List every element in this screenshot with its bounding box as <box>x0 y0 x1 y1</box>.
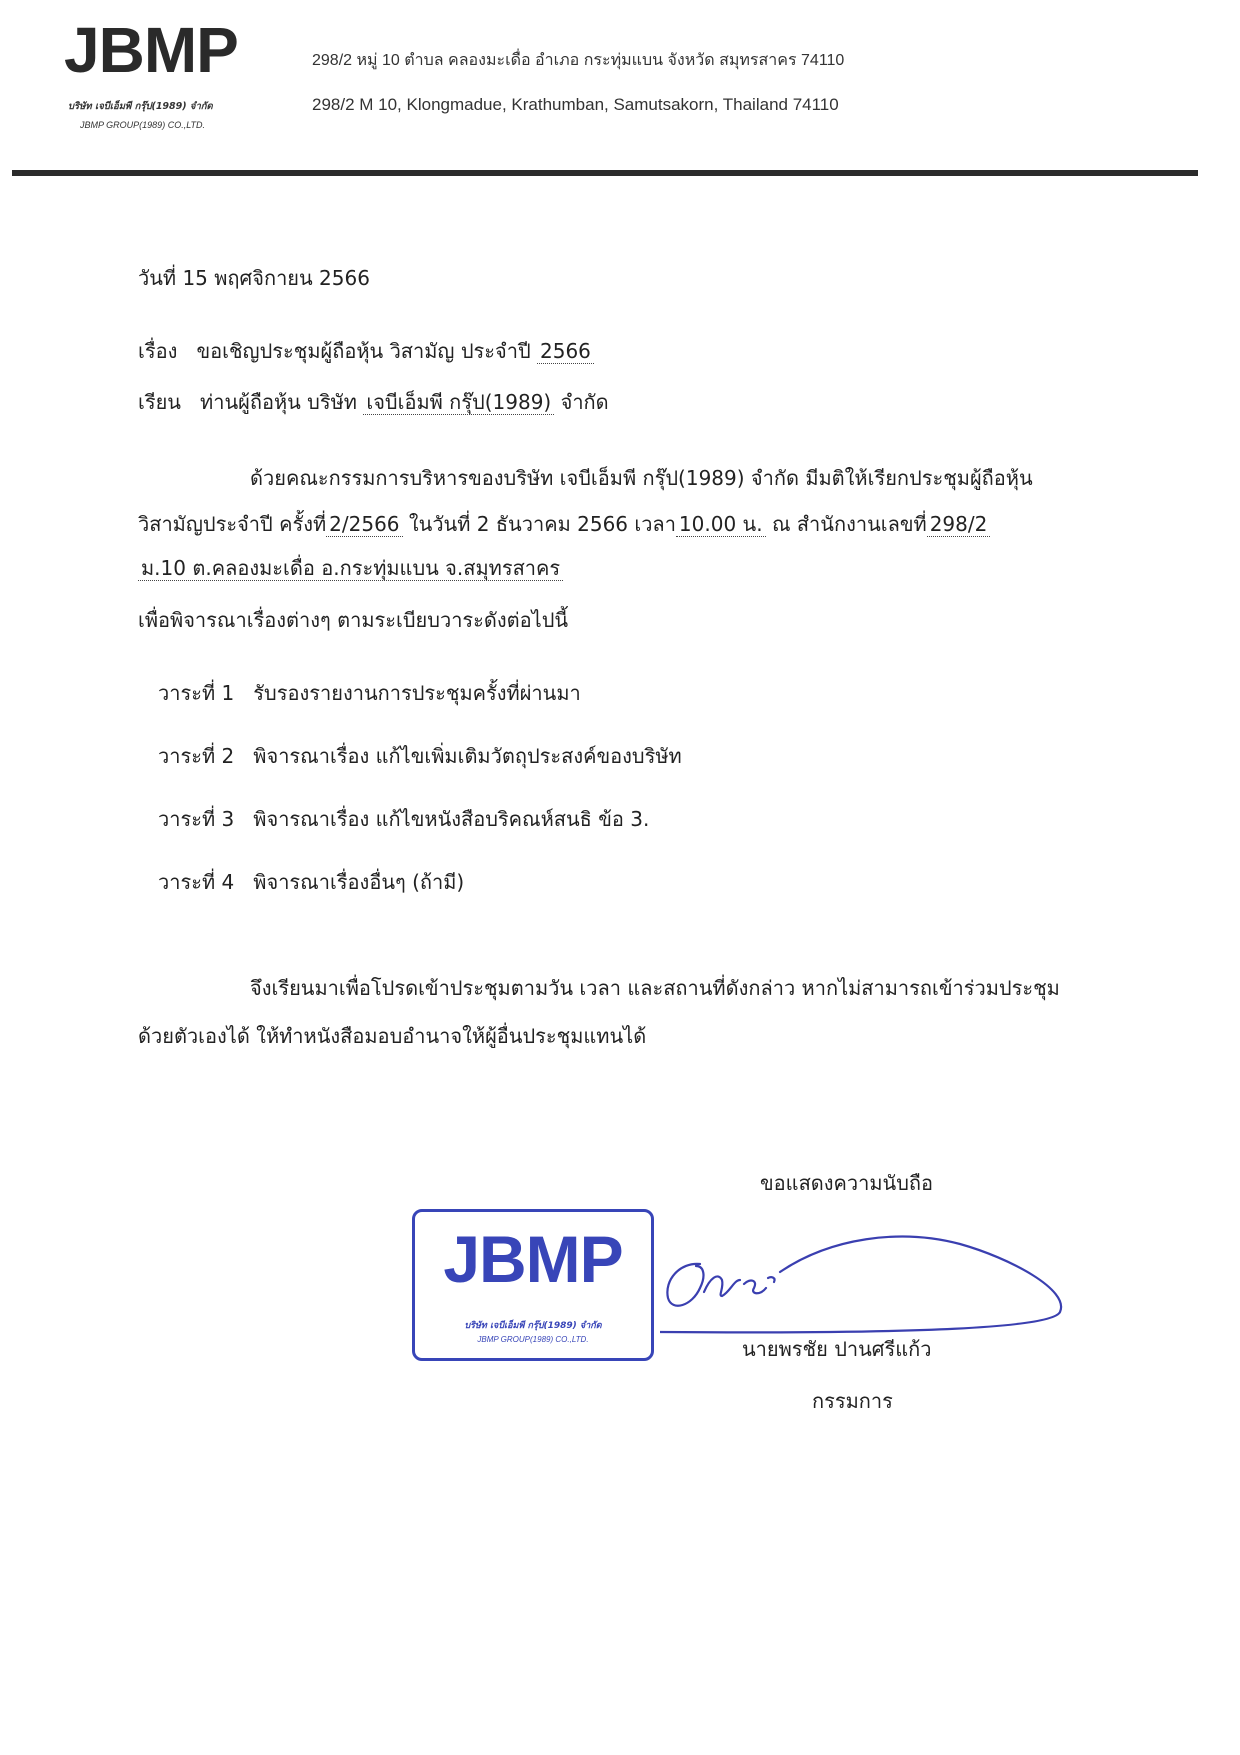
recipient-company: เจบีเอ็มพี กรุ๊ป(1989) <box>363 390 554 415</box>
meeting-number: 2/2566 <box>326 512 402 537</box>
company-name-english: JBMP GROUP(1989) CO.,LTD. <box>80 120 206 130</box>
address-thai: 298/2 หมู่ 10 ตำบล คลองมะเดื่อ อำเภอ กระทุ่มแบน จังหวัด สมุทรสาคร 74110 <box>312 52 845 69</box>
signer-name: นายพรชัย ปานศรีแก้ว <box>742 1337 932 1361</box>
stamp-company-thai: บริษัท เจบีเอ็มพี กรุ๊ป(1989) จำกัด <box>464 1321 602 1331</box>
recipient-suffix: จำกัด <box>560 390 609 414</box>
subject-label: เรื่อง <box>138 339 178 363</box>
closing-line-2: ด้วยตัวเองได้ ให้ทำหนังสือมอบอำนาจให้ผู้อื่นประชุมแทนได้ <box>138 1024 647 1048</box>
meeting-text-a: วิสามัญประจำปี ครั้งที่ <box>138 512 327 536</box>
stamp-company-english: JBMP GROUP(1989) CO.,LTD. <box>477 1335 589 1344</box>
recipient-line <box>138 386 609 418</box>
meeting-address-number: 298/2 <box>927 512 991 537</box>
agenda-item <box>158 740 682 772</box>
paragraph-1-line-1: ด้วยคณะกรรมการบริหารของบริษัท เจบีเอ็มพี กรุ๊ป(1989) จำกัด มีมติให้เรียกประชุมผู้ถือหุ้น <box>250 466 1033 490</box>
recipient-label: เรียน <box>138 390 181 414</box>
meeting-text-c: ณ สำนักงานเลขที่ <box>771 512 927 536</box>
address-english: 298/2 M 10, Klongmadue, Krathumban, Samutsakorn, Thailand 74110 <box>312 95 839 114</box>
signature-graphic <box>660 1222 1080 1342</box>
agenda-item <box>158 677 581 709</box>
meeting-text-b: ในวันที่ 2 ธันวาคม 2566 เวลา <box>408 512 676 536</box>
agenda-label: วาระที่ 1 <box>158 681 235 705</box>
agenda-text: พิจารณาเรื่องอื่นๆ (ถ้ามี) <box>253 870 465 894</box>
agenda-text: พิจารณาเรื่อง แก้ไขเพิ่มเติมวัตถุประสงค์ของบริษัท <box>253 744 682 768</box>
letter-date: วันที่ 15 พฤศจิกายน 2566 <box>138 266 370 290</box>
regards: ขอแสดงความนับถือ <box>760 1171 934 1195</box>
subject-line <box>138 335 594 367</box>
company-name-thai: บริษัท เจบีเอ็มพี กรุ๊ป(1989) จำกัด <box>68 101 213 112</box>
recipient-text: ท่านผู้ถือหุ้น บริษัท <box>200 390 357 414</box>
header-divider <box>12 170 1198 176</box>
agenda-item <box>158 866 464 898</box>
company-stamp <box>412 1209 654 1361</box>
agenda-text: รับรองรายงานการประชุมครั้งที่ผ่านมา <box>253 681 581 705</box>
company-logo: JBMP <box>64 14 238 86</box>
meeting-time: 10.00 น. <box>676 512 766 537</box>
agenda-intro: เพื่อพิจารณาเรื่องต่างๆ ตามระเบียบวาระดังต่อไปนี้ <box>138 608 569 632</box>
agenda-label: วาระที่ 3 <box>158 807 235 831</box>
agenda-item <box>158 803 649 835</box>
paragraph-1-line-3 <box>138 552 563 584</box>
subject-year: 2566 <box>537 339 594 364</box>
agenda-label: วาระที่ 4 <box>158 870 235 894</box>
subject-text: ขอเชิญประชุมผู้ถือหุ้น วิสามัญ ประจำปี <box>196 339 531 363</box>
closing-line-1: จึงเรียนมาเพื่อโปรดเข้าประชุมตามวัน เวลา และสถานที่ดังกล่าว หากไม่สามารถเข้าร่วมประชุม <box>250 976 1060 1000</box>
signer-title: กรรมการ <box>812 1389 893 1413</box>
paragraph-1-line-2 <box>138 508 990 540</box>
meeting-location: ม.10 ต.คลองมะเดื่อ อ.กระทุ่มแบน จ.สมุทรสาคร <box>138 556 563 581</box>
agenda-text: พิจารณาเรื่อง แก้ไขหนังสือบริคณห์สนธิ ข้อ 3. <box>253 807 650 831</box>
stamp-logo: JBMP <box>443 1222 623 1296</box>
agenda-label: วาระที่ 2 <box>158 744 235 768</box>
